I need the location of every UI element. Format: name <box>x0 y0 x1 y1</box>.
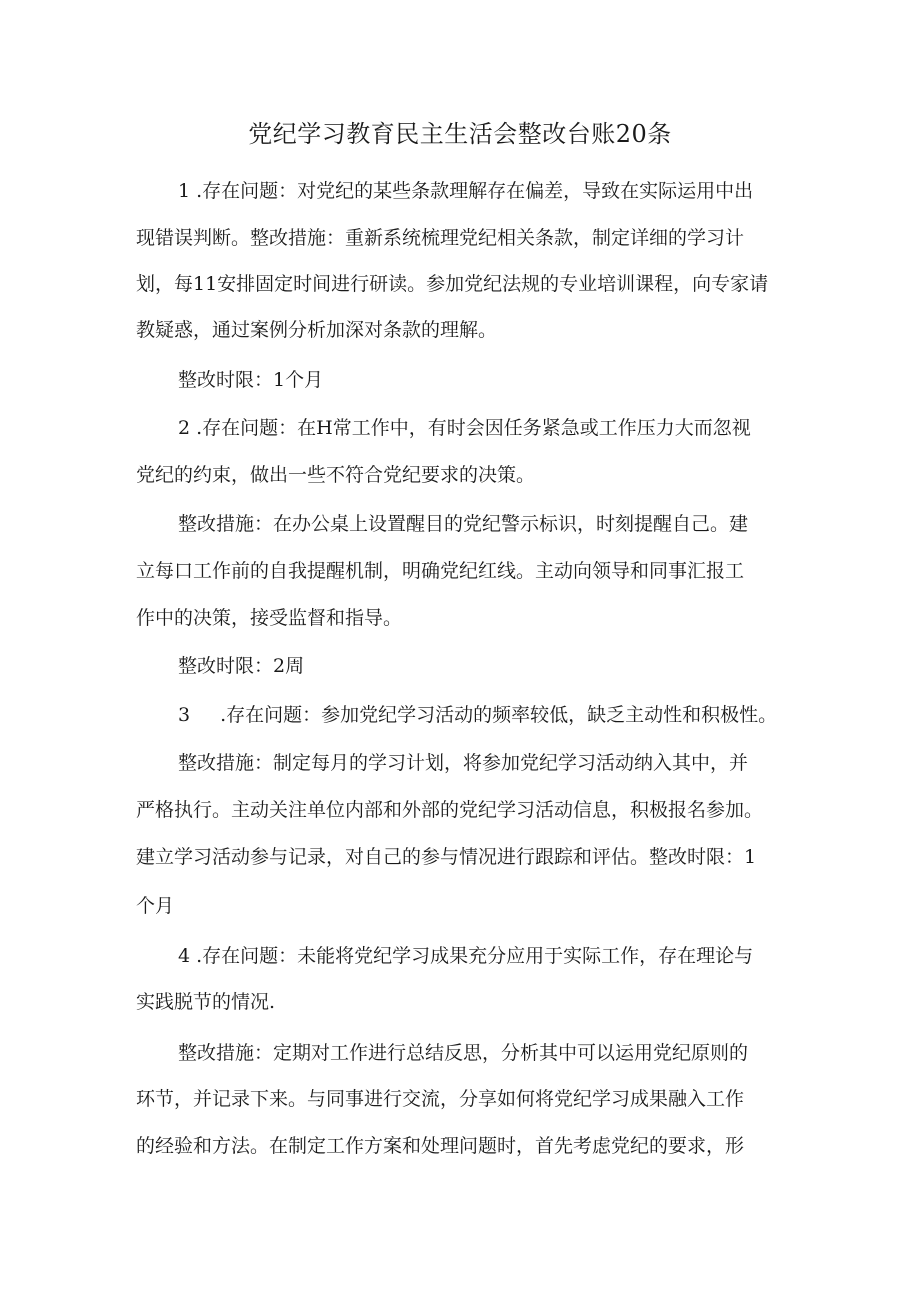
paragraph-line: 个月 <box>136 895 175 917</box>
paragraph-line: 整改时限：1个月 <box>178 369 324 391</box>
paragraph-line: 整改措施：制定每月的学习计划，将参加党纪学习活动纳入其中，并 <box>178 752 749 774</box>
paragraph-line: 划，每11安排固定时间进行研读。参加党纪法规的专业培训课程，向专家请 <box>136 273 769 295</box>
paragraph-line: 4 .存在问题：未能将党纪学习成果充分应用于实际工作，存在理论与 <box>178 945 754 967</box>
item-text: .存在问题：参加党纪学习活动的频率较低，缺乏主动性和积极性。 <box>220 704 778 726</box>
paragraph-line: 实践脱节的情况. <box>136 991 276 1013</box>
paragraph-line: 整改措施：在办公桌上设置醒目的党纪警示标识，时刻提醒自己。建 <box>178 513 749 535</box>
paragraph-line: 建立学习活动参与记录，对自己的参与情况进行跟踪和评估。整改时限：1 <box>136 846 757 868</box>
paragraph-line: 作中的决策，接受监督和指导。 <box>136 607 403 629</box>
paragraph-line: 的经验和方法。在制定工作方案和处理问题时，首先考虑党纪的要求，形 <box>136 1135 745 1157</box>
paragraph-line: 现错误判断。整改措施：重新系统梳理党纪相关条款，制定详细的学习计 <box>136 227 745 249</box>
paragraph-line <box>178 700 798 730</box>
paragraph-line: 教疑惑，通过案例分析加深对条款的理解。 <box>136 319 498 341</box>
paragraph-line: 整改措施：定期对工作进行总结反思，分析其中可以运用党纪原则的 <box>178 1042 749 1064</box>
item-number: 3 <box>178 704 191 726</box>
paragraph-line: 2 .存在问题：在H常工作中，有时会因任务紧急或工作压力大而忽视 <box>178 417 751 439</box>
paragraph-line: 党纪的约束，做出一些不符合党纪要求的决策。 <box>136 464 536 486</box>
paragraph-line: 1 .存在问题：对党纪的某些条款理解存在偏差，导致在实际运用中出 <box>178 180 754 202</box>
paragraph-line: 整改时限：2周 <box>178 655 305 677</box>
paragraph-line: 环节，并记录下来。与同事进行交流，分享如何将党纪学习成果融入工作 <box>136 1088 745 1110</box>
paragraph-line: 立每口工作前的自我提醒机制，明确党纪红线。主动向领导和同事汇报工 <box>136 560 745 582</box>
document-title: 党纪学习教育民主生活会整改台账20条 <box>248 120 672 148</box>
paragraph-line: 严格执行。主动关注单位内部和外部的党纪学习活动信息，积极报名参加。 <box>136 799 764 821</box>
